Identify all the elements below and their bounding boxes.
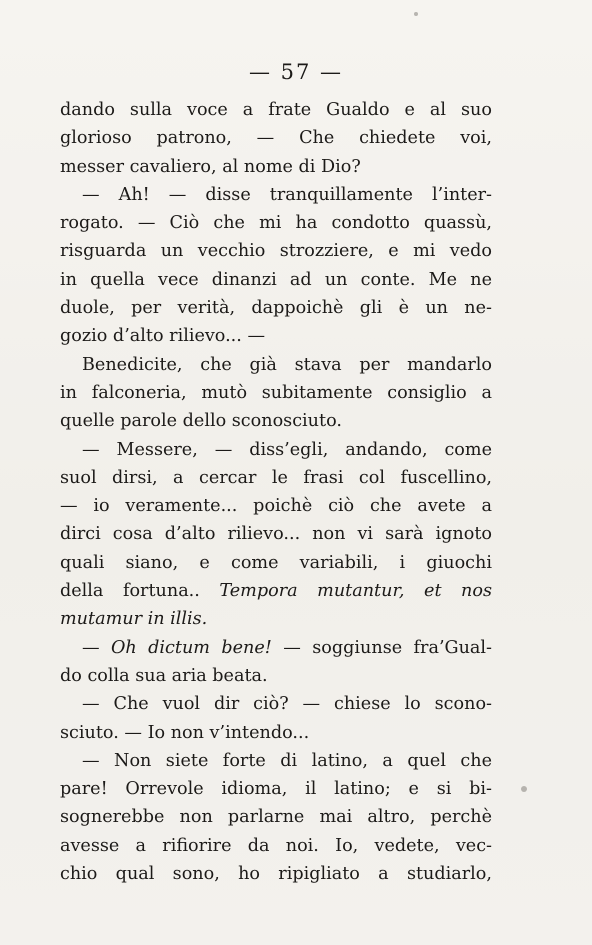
body-text bbox=[60, 96, 492, 888]
text-line: quelle parole dello sconosciuto. bbox=[60, 411, 342, 432]
text-line: — Ah! — disse tranquillamente l’inter- bbox=[82, 184, 492, 205]
ink-speck bbox=[414, 12, 418, 16]
text-line: dirci cosa d’alto rilievo... non vi sarà ignoto bbox=[60, 524, 492, 545]
text-line: dando sulla voce a frate Gualdo e al suo bbox=[60, 100, 492, 120]
text-line: gozio d’alto rilievo... — bbox=[60, 326, 266, 347]
text-line: — Messere, — diss’egli, andando, come bbox=[82, 439, 492, 460]
text-line: — Oh dictum bene! — soggiunse fra’Gual- bbox=[82, 637, 492, 658]
text-line: risguarda un vecchio strozziere, e mi vedo bbox=[60, 241, 492, 262]
text-line: avesse a rifiorire da noi. Io, vedete, vec- bbox=[60, 835, 492, 856]
text-line: quali siano, e come variabili, i giuochi bbox=[60, 552, 492, 573]
text-line: duole, per verità, dappoichè gli è un ne- bbox=[60, 298, 492, 319]
ink-speck bbox=[521, 786, 527, 792]
page-number: — 57 — bbox=[248, 60, 344, 84]
text-line: in falconeria, mutò subitamente consiglio a bbox=[60, 382, 492, 403]
text-line: glorioso patrono, — Che chiedete voi, bbox=[60, 128, 492, 149]
text-line: messer cavaliero, al nome di Dio? bbox=[60, 156, 361, 177]
text-line: suol dirsi, a cercar le frasi col fuscellino, bbox=[60, 467, 492, 488]
text-line: pare! Orrevole idioma, il latino; e si bi- bbox=[60, 779, 492, 800]
text-line: sognerebbe non parlarne mai altro, perchè bbox=[60, 807, 492, 828]
text-line: sciuto. — Io non v’intendo... bbox=[60, 722, 310, 743]
latin-phrase: mutamur in illis. bbox=[60, 609, 208, 630]
latin-phrase: Oh dictum bene! bbox=[111, 637, 272, 658]
text-line: della fortuna.. Tempora mutantur, et nos bbox=[60, 581, 492, 602]
latin-phrase: Tempora mutantur, et nos bbox=[219, 581, 492, 602]
text-line: — Che vuol dir ciò? — chiese lo scono- bbox=[82, 694, 492, 715]
text-line: chio qual sono, ho ripigliato a studiarlo, bbox=[60, 864, 492, 885]
text-line bbox=[60, 605, 492, 633]
text-line: rogato. — Ciò che mi ha condotto quassù, bbox=[60, 213, 492, 234]
text-line: do colla sua aria beata. bbox=[60, 665, 268, 686]
text-line: — io veramente... poichè ciò che avete a bbox=[60, 496, 492, 517]
text-line: — Non siete forte di latino, a quel che bbox=[82, 750, 492, 771]
text-line: Benedicite, che già stava per mandarlo bbox=[82, 354, 492, 375]
text-line: in quella vece dinanzi ad un conte. Me ne bbox=[60, 269, 492, 290]
